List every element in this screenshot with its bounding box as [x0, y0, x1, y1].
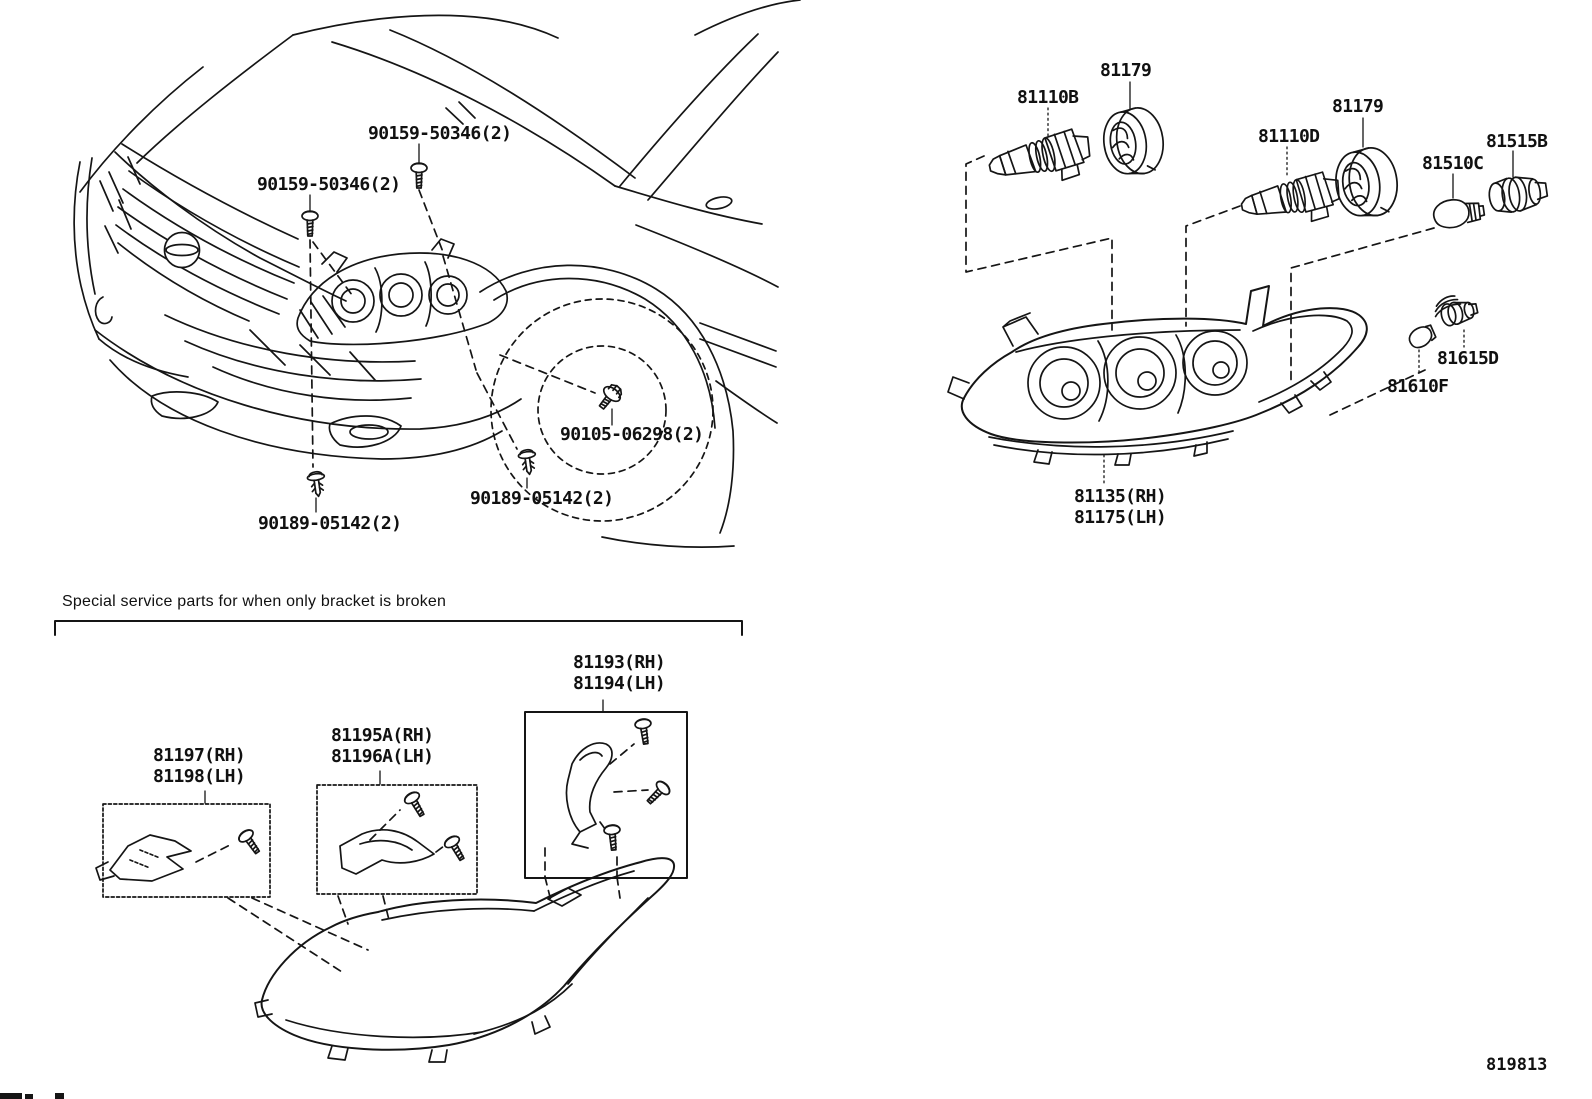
bracket-box-inner [103, 804, 270, 897]
part-callout-90159-upper: 90159-50346(2) [368, 123, 512, 144]
clip-icon [518, 449, 538, 476]
side-socket-icon [1432, 291, 1479, 328]
part-callout-81179-right: 81179 [1332, 96, 1384, 117]
clip-icon [307, 471, 327, 498]
part-callout-81135: 81135(RH) [1074, 486, 1167, 507]
part-callout-bracket-outer [573, 652, 665, 694]
diagram-code: 819813 [1486, 1055, 1548, 1075]
part-callout-headlamp-unit [1074, 486, 1166, 528]
part-callout-81610F: 81610F [1387, 376, 1449, 397]
page-edge-marks [0, 1093, 64, 1099]
part-callout-90105: 90105-06298(2) [560, 424, 704, 445]
part-callout-90189-left: 90189-05142(2) [258, 513, 402, 534]
car-front-drawing [74, 0, 800, 547]
part-callout-81515B: 81515B [1486, 131, 1548, 152]
special-service-note: Special service parts for when only bracket is broken [62, 593, 447, 610]
retainer-ring-icon [1100, 105, 1168, 179]
part-callout-bracket-center [331, 725, 433, 767]
part-callout-90159-lower: 90159-50346(2) [257, 174, 401, 195]
part-callout-81615D: 81615D [1437, 348, 1499, 369]
part-callout-81175: 81175(LH) [1074, 507, 1167, 528]
part-callout-81198: 81198(LH) [153, 766, 246, 787]
headlamp-lens-drawing [255, 858, 674, 1062]
part-callout-81197: 81197(RH) [153, 745, 246, 766]
halogen-bulb-icon [1238, 170, 1344, 233]
bracket-box-outer [525, 712, 687, 878]
halogen-bulb-icon [986, 126, 1096, 194]
side-bulb-icon [1406, 322, 1438, 350]
headlamp-exploded-drawing [948, 82, 1549, 485]
bolt-icon [594, 381, 625, 414]
headlamp-unit-drawing [948, 286, 1367, 465]
wedge-bulb-icon [1432, 195, 1486, 231]
screw-icon [411, 163, 427, 188]
part-callout-81193: 81193(RH) [573, 652, 666, 673]
part-callout-81110B: 81110B [1017, 87, 1079, 108]
screw-icon [302, 211, 318, 236]
retainer-ring-icon [1332, 145, 1402, 221]
section-bracket-line [55, 621, 742, 635]
part-callout-81179-left: 81179 [1100, 60, 1152, 81]
bracket-box-center [317, 785, 477, 894]
part-callout-81196A: 81196A(LH) [331, 746, 434, 767]
part-callout-81110D: 81110D [1258, 126, 1320, 147]
toyota-emblem [165, 233, 200, 268]
part-callout-81194: 81194(LH) [573, 673, 666, 694]
part-callout-81510C: 81510C [1422, 153, 1484, 174]
part-callout-81195A: 81195A(RH) [331, 725, 434, 746]
part-callout-90189-right: 90189-05142(2) [470, 488, 614, 509]
bulb-socket-icon [1487, 173, 1549, 215]
part-callout-bracket-inner [153, 745, 245, 787]
car-headlamp-inset [297, 239, 507, 344]
